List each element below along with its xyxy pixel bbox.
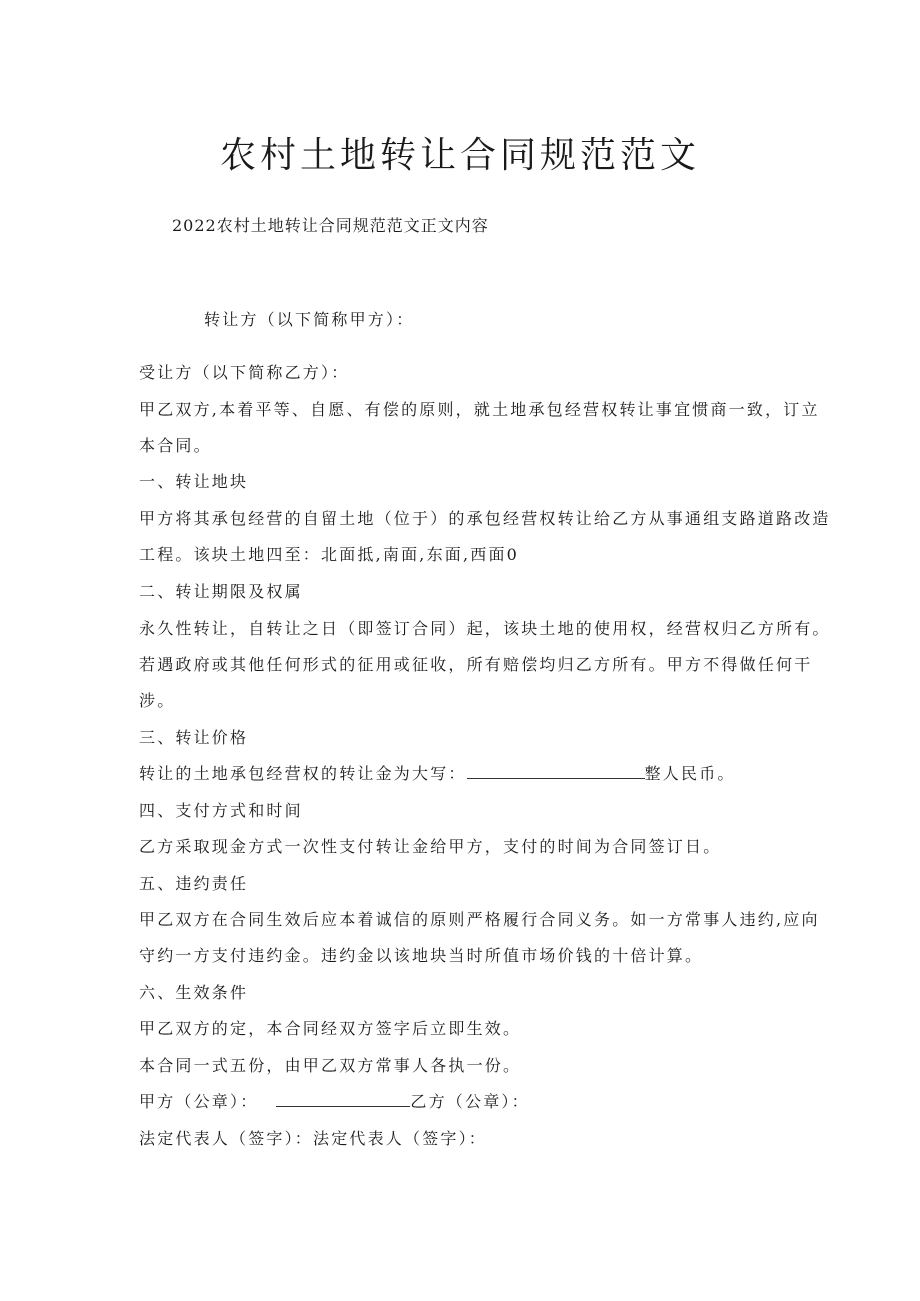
- party-a-seal-label: 甲方（公章）：: [139, 1092, 259, 1111]
- section-5-paragraph-line-1: 甲乙双方在合同生效后应本着诚信的原则严格履行合同义务。如一方常事人违约,应向: [139, 910, 820, 929]
- section-heading-5: 五、违约责任: [139, 874, 249, 893]
- price-line-suffix: 整人民币。: [644, 764, 736, 783]
- section-4-paragraph: 乙方采取现金方式一次性支付转让金给甲方，支付的时间为合同签订日。: [139, 837, 722, 856]
- section-2-paragraph-line-2: 若遇政府或其他任何形式的征用或征收，所有赔偿均归乙方所有。甲方不得做任何干: [139, 655, 813, 674]
- price-line: [139, 762, 799, 786]
- intro-paragraph-line-1: 甲乙双方,本着平等、自愿、有偿的原则，就土地承包经营权转让事宜惯商一致，订立: [139, 400, 820, 419]
- section-6-paragraph-line-2: 本合同一式五份，由甲乙双方常事人各执一份。: [139, 1056, 522, 1075]
- price-blank-field: [467, 762, 645, 779]
- transferor-line: 转让方（以下简称甲方）：: [204, 310, 415, 329]
- section-heading-3: 三、转让价格: [139, 728, 249, 747]
- legal-representative-line: 法定代表人（签字）：法定代表人（签字）：: [139, 1129, 488, 1148]
- section-6-paragraph-line-1: 甲乙双方的定，本合同经双方签字后立即生效。: [139, 1019, 522, 1038]
- section-1-paragraph-line-1: 甲方将其承包经营的自留土地（位于）的承包经营权转让给乙方从事通组支路道路改造: [139, 509, 831, 528]
- section-heading-1: 一、转让地块: [139, 472, 249, 491]
- party-a-seal-blank-field: [276, 1090, 410, 1107]
- section-heading-6: 六、生效条件: [139, 983, 249, 1002]
- seal-line: [139, 1090, 799, 1114]
- section-heading-4: 四、支付方式和时间: [139, 801, 303, 820]
- section-heading-2: 二、转让期限及权属: [139, 582, 303, 601]
- document-subtitle: 2022农村土地转让合同规范范文正文内容: [172, 216, 489, 235]
- section-5-paragraph-line-2: 守约一方支付违约金。违约金以该地块当时所值市场价钱的十倍计算。: [139, 946, 704, 965]
- transferee-line: 受让方（以下简称乙方）：: [139, 363, 350, 382]
- section-2-paragraph-line-3: 涉。: [139, 691, 176, 710]
- section-2-paragraph-line-1: 永久性转让，自转让之日（即签订合同）起，该块土地的使用权，经营权归乙方所有。: [139, 619, 831, 638]
- document-title: 农村土地转让合同规范范文: [219, 135, 700, 176]
- party-b-seal-label: 乙方（公章）：: [410, 1092, 530, 1111]
- intro-paragraph-line-2: 本合同。: [139, 436, 212, 455]
- price-line-prefix: 转让的土地承包经营权的转让金为大写：: [139, 764, 467, 783]
- section-1-paragraph-line-2: 工程。该块土地四至：北面抵,南面,东面,西面0: [139, 545, 520, 564]
